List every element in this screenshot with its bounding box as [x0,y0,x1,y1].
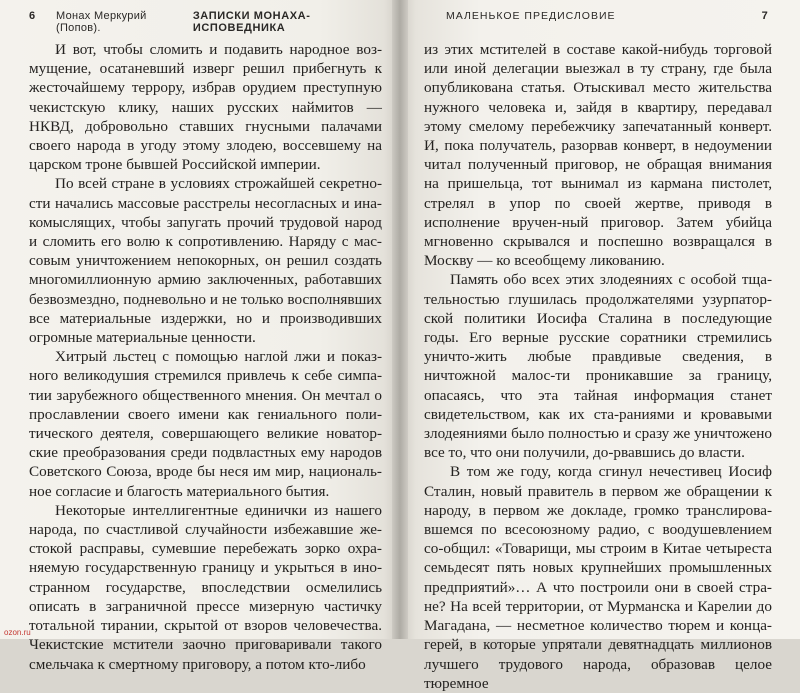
running-section: МАЛЕНЬКОЕ ПРЕДИСЛОВИЕ [446,10,616,22]
paragraph: И вот, чтобы сломить и подавить народное воз-мущение, осатаневший изверг решил прибегнуть к жесточайшему террору, избрав орудием преступную чекистскую клику, наших русских наймитов — НКВД, добровольно ставших гнусными палачами своего народа в угоду этому злодею, воссевшему на царском троне бывшей Российской империи. [29,41,382,174]
paragraph: из этих мстителей в составе какой-нибудь торговой или иной делегации выезжал в ту страну, где была опубликована статья. Отыскивал место жительства нужного человека и, зайдя в квартиру, передавал этому смелому перебежчику запечатанный конверт. И, пока получатель, разорвав конверт, в недоумении читал полученный приговор, не обращая внимания на пришельца, тот вынимал из кармана пистолет, стрелял в упор по своей жертве, приводя в исполнение вручен-ный приговор. Затем убийца мгновенно скрывался и поспешно возвращался в Москву — ко всеобщему ликованию. [424,41,772,270]
right-running-header [424,10,772,40]
paragraph: Некоторые интеллигентные единички из нашего народа, по счастливой случайности избежавшие же-стокой расправы, сумевшие перебежать зорко охра-няемую государственную границу и укрыться в ино-странном государстве, впоследствии осмелились описать в заграничной прессе мизерную частичку тотальной тирании, скрытой от взоров человечества. Чекистские мстители заочно приговаривали такого смельчака к смертному приговору, а потом кто-либо [29,501,382,673]
paragraph: Хитрый льстец с помощью наглой лжи и показ-ного великодушия стремился привлечь к себе симпа-тии зарубежного общественного мнения. Он мечтал о прославлении своего имени как гениального поли-тического деятеля, совершающего великие новатор-ские преобразования среди подвластных ему народов Советского Союза, вроде бы неся им мир, националь-ное согласие и благость материального бытия. [29,348,382,500]
paragraph: По всей стране в условиях строжайшей секретно-сти начались массовые расстрелы несогласных и ина-комыслящих, чтобы запугать прочий трудовой народ и сломить его волю к сопротивлению. Наряду с мас-совым уничтожением непокорных, он решил создать многомиллионную армию заключенных, работавших безвозмездно, подневольно и не только восполнявших все материальные издержки, но и производивших огромные материальные ценности. [29,175,382,347]
running-title: ЗАПИСКИ МОНАХА-ИСПОВЕДНИКА [192,10,311,34]
right-page-text [424,40,772,693]
left-running-header [29,10,382,40]
book-gutter [392,0,408,639]
left-page [0,0,400,673]
right-page [400,0,800,692]
paragraph: В том же году, когда сгинул нечестивец Иосиф Сталин, новый правитель в первом же обращении к народу, в первом же докладе, громко транслирова-вшемся по всесоюзному радио, с воодушевлением со-общил: «Товарищи, мы строим в Китае четыреста семьдесят пять новых крупнейших промышленных предприятий»… А что построили они в своей стра-не? На всей территории, от Мурманска и Карелии до Магадана, — несметное количество тюрем и конца-герей, в которые упрятали девятнадцать миллионов лучшего трудового народа, образовав целое тюремное [424,463,772,692]
paragraph: Память обо всех этих злодеяниях с особой тща-тельностью глушилась продолжателями узурпатор-ской политики Иосифа Сталина в последующие годы. Его верные русские соратники стремились уничто-жить любые правдивые сведения, в ничтожной малос-ти проникавшие за границу, опасаясь, что эта тайная информация станет свидетельством, как их ста-раниями и кровавыми злодеяниями было полностью и сразу же уничтожено все то, что они получили, до-рвавшись до власти. [424,271,772,462]
running-author: Монах Меркурий (Попов). [56,10,147,34]
right-page-number: 7 [761,10,768,22]
left-page-number: 6 [29,10,36,22]
watermark: ozon.ru [4,628,31,637]
left-page-text [29,40,382,674]
